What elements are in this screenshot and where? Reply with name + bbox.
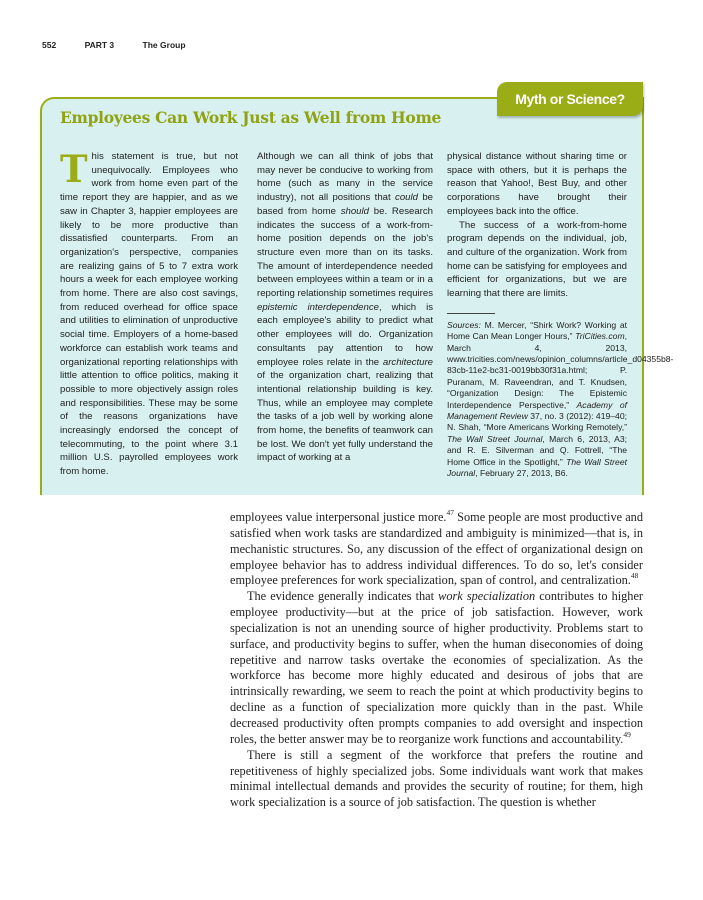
feature-paragraph <box>257 150 433 465</box>
text-run: , February 27, 2013, B6. <box>475 468 568 479</box>
feature-paragraph <box>447 219 627 301</box>
text-run: be. Research indicates the success of a work-from-home position depends on the job's structure even more than on its tasks. The amount of interdependence needed between employees within a team or in a reporting relationship sometimes requires <box>257 205 433 300</box>
text-run: TriCities.com <box>575 331 625 342</box>
text-run: architecture <box>382 356 433 368</box>
text-run: Although we can all think of jobs that may never be conducive to working from home (such as many in the service industry), not all positions that <box>257 151 433 204</box>
section-label: The Group <box>142 40 186 50</box>
text-run: Academy of Management Review <box>447 399 627 421</box>
text-run: The Wall Street Journal <box>447 433 543 444</box>
text-run: 37, no. 3 (2012): 419–40; N. Shah, “More Americans Working Remotely,” <box>447 410 628 433</box>
text-run: The evidence generally indicates that <box>247 589 439 604</box>
text-run: epistemic interdependence <box>257 301 379 313</box>
text-run: The success of a work-from-home program depends on the individual, job, and culture of the organization. Work from home can be satisfying for employees and efficient for organizations, but we are learning that there are limits. <box>447 219 627 300</box>
footnote-ref: 49 <box>623 729 631 739</box>
text-run: Some people are most productive and satisfied when work tasks are standardized and ambiguity is minimized—that is, in mechanistic structures. So, any discussion of the effect of organizational design on employee behavior has to address individual differences. To do so, let's consider employee preferences for work specialization, span of control, and centralization. <box>230 510 643 588</box>
sources-divider <box>447 313 495 314</box>
feature-title: Employees Can Work Just as Well from Home <box>60 108 442 127</box>
feature-column-3 <box>447 150 674 479</box>
part-label: PART 3 <box>84 40 115 50</box>
drop-cap: T <box>60 147 88 191</box>
feature-column-1 <box>60 147 238 479</box>
body-paragraph <box>230 589 643 747</box>
text-run: , which is each employee's ability to predict what other employees will do. Organization consultants pay attention to how employee roles relate in the <box>257 301 434 368</box>
text-run: , March 4, 2013, www.tricities.com/news/opinion_columns/article_d04355b8-83cb-11e2-bc31-0019bb30f31a.html; P. Puranam, M. Raveendran, and T. Knudsen, “Organization Design: The Epistemic Interdependence Perspective,” <box>447 331 674 410</box>
text-run: , March 6, 2013, A3; and R. E. Silverman and Q. Fottrell, “The Home Office in the Spotlight,” <box>447 433 627 467</box>
text-run: work specialization <box>438 589 536 604</box>
text-run: his statement is true, but not unequivocally. Employees who work from home even part of the time report they are happier, and as we saw in Chapter 3, happier employees are likely to be more productive than dissatisfied counterparts. From an organization's perspective, companies are realizing gains of 5 to 7 extra work hours a week for each employee working from home. There are also cost savings, from reduced overhead for office space and utilities to elimination of unproductive social time. Employers of a home-based workforce can establish work teams and organizational reporting relationships with little attention to office politics, making it possible to more objectively assign roles and responsibilities. These may be some of the reasons organizations have increasingly endorsed the concept of telecommuting, to the point where 3.1 million U.S. payrolled employees work from home. <box>60 151 238 478</box>
body-text <box>230 510 643 811</box>
sources-note <box>447 319 674 480</box>
page-number: 552 <box>42 40 57 50</box>
body-paragraph <box>230 748 643 811</box>
text-run: employees value interpersonal justice more. <box>230 510 447 524</box>
feature-column-2 <box>257 150 433 465</box>
running-head <box>42 40 212 50</box>
text-run: Sources: <box>447 319 481 330</box>
text-run: should <box>340 205 369 217</box>
footnote-ref: 47 <box>446 508 454 517</box>
body-paragraph <box>230 510 643 589</box>
text-run: be based from home <box>257 192 433 217</box>
text-run: There is still a segment of the workforce that prefers the routine and repetitiveness of highly specialized jobs. Some individuals want work that makes minimal intellectual demands and provides the security of routine; for them, high work specialization is a source of job satisfaction. The question is whether <box>230 747 643 810</box>
feature-tab-label: Myth or Science? <box>497 82 643 116</box>
text-run: The Wall Street Journal <box>447 456 627 479</box>
feature-paragraph <box>60 147 238 479</box>
feature-paragraph <box>447 150 627 219</box>
text-run: could <box>395 192 418 204</box>
text-run: M. Mercer, “Shirk Work? Working at Home Can Mean Longer Hours,” <box>447 319 627 342</box>
text-run: of the organization chart, realizing that intentional relationship building is key. Thus, while an employee may complete the tasks of a job well by working alone from home, the benefits of teamwork can be lost. We don't yet fully understand the impact of working at a <box>257 370 433 464</box>
text-run: contributes to higher employee productivity—but at the price of job satisfaction. However, work specialization is not an unending source of higher productivity. Problems start to surface, and productivity begins to suffer, when the human diseconomies of doing repetitive and narrow tasks overtake the economies of specialization. As the workforce has become more highly educated and desirous of jobs that are intrinsically rewarding, we seem to reach the point at which productivity begins to decline as a function of specialization more quickly than in the past. While decreased productivity often prompts companies to add oversight and inspection roles, the better answer may be to reorganize work functions and accountability. <box>230 589 644 746</box>
text-run: physical distance without sharing time or space with others, but it is perhaps the reason that Yahoo!, Best Buy, and other corporations have brought their employees back into the office. <box>447 151 627 217</box>
footnote-ref: 48 <box>630 571 639 581</box>
